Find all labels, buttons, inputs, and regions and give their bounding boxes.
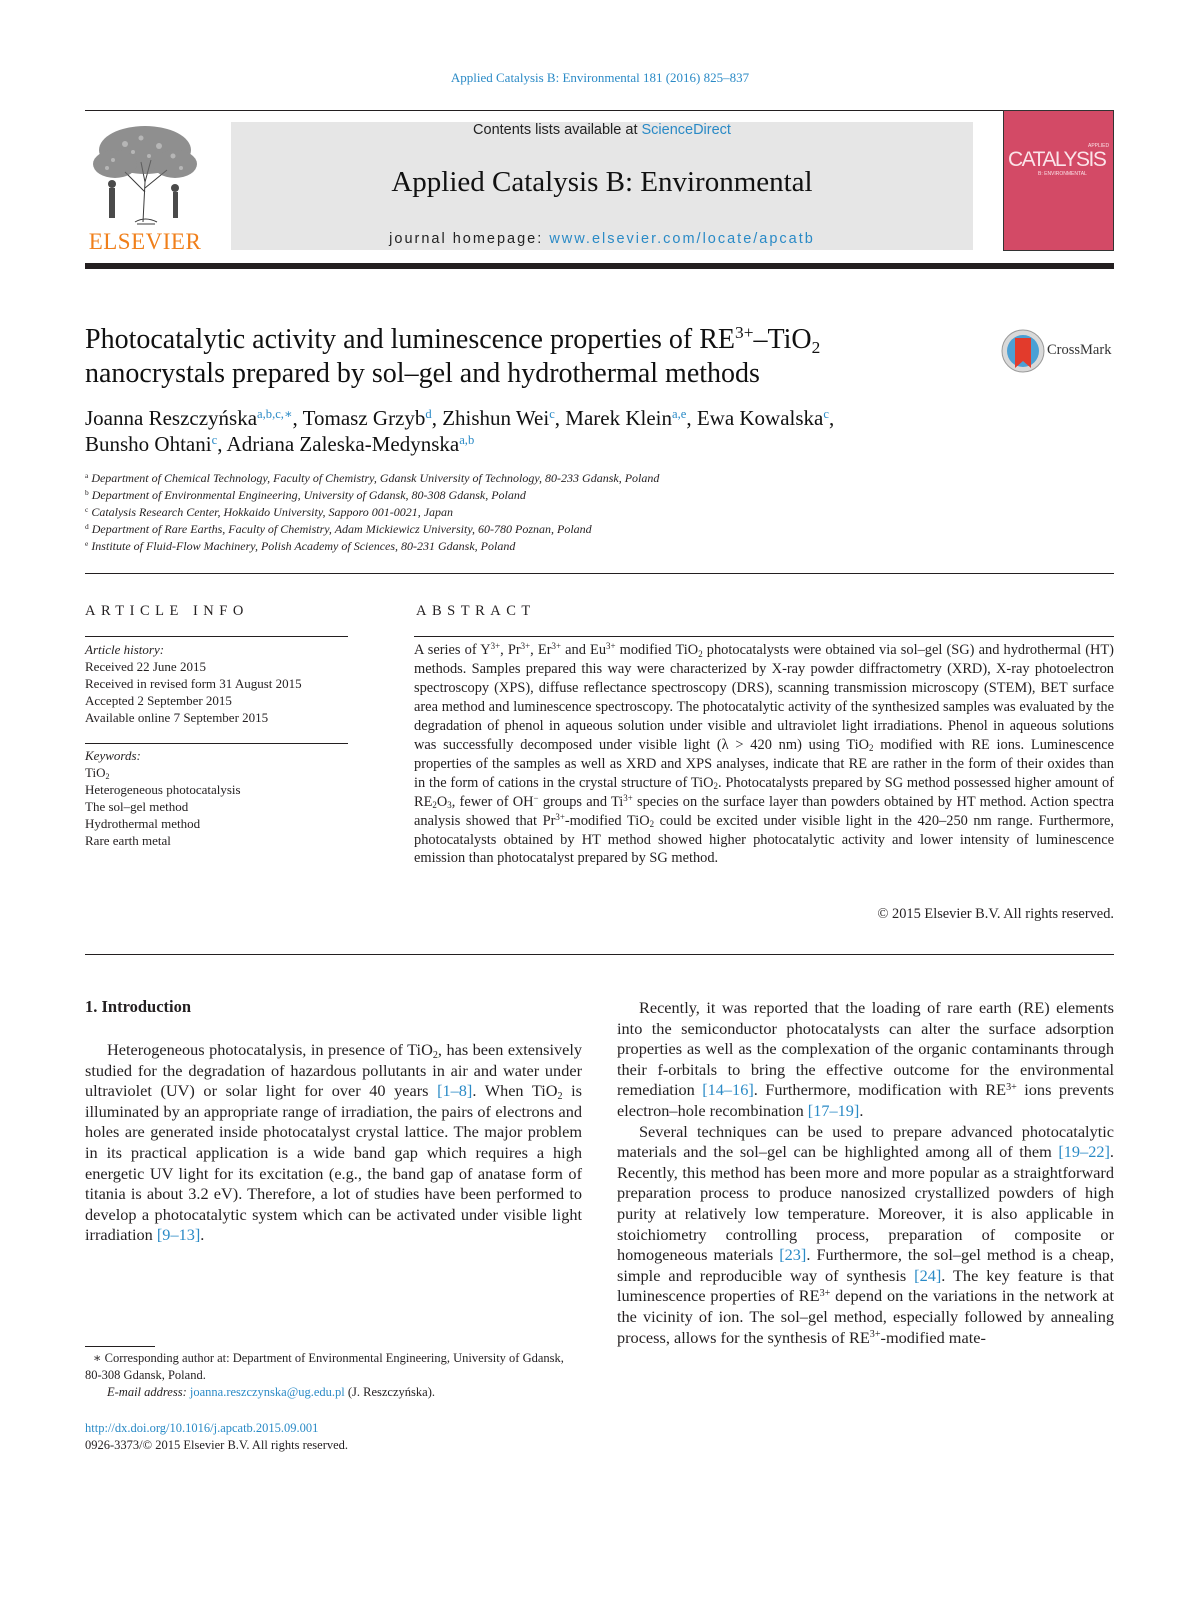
article-title — [85, 323, 965, 391]
corresponding-author-footnote — [85, 1350, 582, 1401]
citation-link[interactable]: [1–8] — [437, 1081, 473, 1101]
affiliation-keys[interactable]: c — [823, 407, 829, 422]
text-run: modified with RE ions. Luminescence properties of the samples as well as XRD and XPS analyses, indicate that RE are rather in the form of their oxides than in the form of cations in the crystal structure of TiO — [414, 736, 1115, 791]
email-label: E-mail address: — [107, 1385, 190, 1399]
keywords-label: Keywords: — [85, 748, 141, 763]
author-affiliation-marker[interactable] — [425, 407, 431, 421]
author-separator: , — [217, 432, 227, 456]
body-paragraph — [617, 998, 1114, 1122]
affiliation-key: a — [85, 470, 89, 480]
body-paragraph — [617, 1122, 1114, 1349]
affiliation-item — [85, 521, 1085, 538]
affiliation-item — [85, 504, 1085, 521]
text-run: ions prevents electron–hole recombination — [617, 1080, 1115, 1120]
author-affiliation-marker[interactable] — [212, 433, 218, 447]
superscript: 3+ — [1006, 1081, 1017, 1093]
text-run: . When TiO — [472, 1081, 558, 1101]
text-run: A series of Y — [414, 642, 491, 658]
homepage-link[interactable]: www.elsevier.com/locate/apcatb — [549, 231, 815, 247]
affiliation-list — [85, 470, 1085, 555]
text-run: . — [859, 1100, 864, 1120]
text-run: Several techniques can be used to prepare advanced photocatalytic materials and the sol–gel can be highlighted among all of them — [617, 1121, 1114, 1162]
cover-title: CATALYSIS — [1008, 148, 1106, 171]
citation-link[interactable]: [23] — [779, 1245, 807, 1265]
sciencedirect-link[interactable]: ScienceDirect — [641, 122, 731, 138]
subscript: 2 — [432, 1050, 438, 1062]
author-separator: , — [828, 406, 835, 430]
affiliation-keys[interactable]: c — [549, 407, 555, 422]
author-name: Zhishun Wei — [442, 406, 550, 430]
affiliation-text: Catalysis Research Center, Hokkaido University, Sapporo 001-0021, Japan — [91, 505, 454, 519]
section-heading-introduction: 1. Introduction — [85, 997, 192, 1016]
title-subscript: 2 — [811, 338, 821, 358]
history-item: Available online 7 September 2015 — [85, 710, 269, 725]
title-superscript: 3+ — [735, 323, 754, 343]
text-run: depend on the variations in the network at the vicinity of ion. The sol–gel method, especially followed by annealing process, allows for the synthesis of RE — [617, 1286, 1115, 1347]
cover-applied: APPLIED — [1088, 143, 1110, 149]
affiliation-text: Department of Chemical Technology, Faculty of Chemistry, Gdansk University of Technology, 80-233 Gdansk, Poland — [91, 471, 660, 485]
history-label: Article history: — [85, 642, 165, 657]
affiliation-item — [85, 487, 1085, 504]
text-run: . Recently, this method has been more and more popular as a straightforward preparation process to produce nanosized crystallized powders of high purity at relatively low temperature. Moreover, it is also applicable in stoichiometry controlling process, preparation of composite or homogeneous materials — [617, 1142, 1114, 1265]
subscript: 2 — [713, 781, 718, 792]
text-run: -modified TiO — [564, 812, 650, 829]
text-run: , Pr — [500, 642, 521, 658]
keyword-tio2-sub: 2 — [105, 772, 110, 782]
affiliation-item — [85, 470, 1085, 487]
subscript: 2 — [698, 648, 703, 659]
author-list — [85, 405, 1085, 457]
article-info-rule — [85, 636, 348, 637]
author-affiliation-marker[interactable] — [257, 407, 292, 421]
superscript: 3+ — [606, 641, 616, 652]
affiliation-keys[interactable]: d — [425, 407, 432, 422]
elsevier-wordmark: ELSEVIER — [88, 229, 202, 254]
keyword-item: Hydrothermal method — [85, 816, 201, 831]
citation-link[interactable]: [17–19] — [807, 1100, 860, 1120]
header-top-rule — [85, 110, 1114, 111]
intro-left-column — [85, 1040, 582, 1246]
citation-link[interactable]: [14–16] — [702, 1080, 754, 1100]
keyword-item: The sol–gel method — [85, 799, 189, 814]
subscript: 3 — [447, 800, 452, 811]
title-line1-part: Photocatalytic activity and luminescence properties of RE — [85, 324, 736, 355]
text-run: , Er — [530, 642, 552, 658]
text-run: . Photocatalysts prepared by SG method possessed higher amount of RE — [414, 774, 1115, 810]
author-affiliation-marker[interactable] — [672, 407, 686, 421]
author-separator: , — [554, 406, 566, 430]
footnote-rule — [85, 1346, 155, 1347]
author-name: Adriana Zaleska-Medynska — [226, 432, 460, 456]
text-run: , has been extensively studied for the degradation of hazardous pollutants in air and water under ultraviolet (UV) or solar light for over 40 years — [85, 1040, 583, 1101]
history-item: Accepted 2 September 2015 — [85, 693, 232, 708]
superscript: 3+ — [555, 811, 565, 822]
subscript: 2 — [649, 819, 655, 830]
article-info-heading: ARTICLE INFO — [85, 603, 249, 619]
text-run: O — [436, 793, 448, 810]
author-separator: , — [292, 406, 303, 430]
affiliation-key: c — [85, 504, 89, 514]
keyword-tio2-text: TiO — [85, 765, 106, 780]
keyword-list — [85, 781, 350, 849]
citation-link[interactable]: [19–22] — [1058, 1142, 1110, 1162]
corresponding-star[interactable]: ∗ — [283, 407, 293, 422]
subscript: 2 — [869, 743, 874, 754]
article-history — [85, 641, 350, 726]
subscript: 2 — [557, 1091, 563, 1103]
superscript: 3+ — [551, 641, 561, 652]
citation-link[interactable]: [24] — [914, 1265, 942, 1285]
text-run: , fewer of OH — [451, 793, 534, 810]
author-name: Tomasz Grzyb — [302, 406, 426, 430]
title-line1-part: –TiO — [753, 324, 812, 355]
history-item: Received in revised form 31 August 2015 — [85, 676, 302, 691]
superscript: 3+ — [623, 792, 633, 803]
author-name: Bunsho Ohtani — [85, 432, 212, 456]
keyword-item: Heterogeneous photocatalysis — [85, 782, 241, 797]
author-affiliation-marker[interactable] — [549, 407, 555, 421]
author-name: Ewa Kowalska — [696, 406, 824, 430]
affiliation-key: b — [85, 487, 89, 497]
text-run: Recently, it was reported that the loading of rare earth (RE) elements into the semiconductor photocatalysts can alter the surface adsorption properties as well as the complexation of the organic contaminants through their f-orbitals to bring the effective outcome for the environmental remediation — [617, 998, 1114, 1100]
abstract-text — [414, 641, 1114, 868]
email-link[interactable]: joanna.reszczynska@ug.edu.pl — [189, 1385, 345, 1399]
issn-line: 0926-3373/© 2015 Elsevier B.V. All rights reserved. — [85, 1438, 349, 1452]
text-run: . Furthermore, modification with RE — [753, 1080, 1007, 1100]
text-run: and Eu — [560, 642, 607, 658]
masthead-thick-rule — [85, 263, 1114, 269]
crossmark-icon — [1000, 328, 1046, 374]
email-suffix: (J. Reszczyńska). — [344, 1385, 435, 1399]
keyword-item: Rare earth metal — [85, 833, 171, 848]
journal-cover-thumbnail[interactable] — [1003, 110, 1114, 251]
doi-link[interactable]: http://dx.doi.org/10.1016/j.apcatb.2015.09.001 — [85, 1421, 319, 1435]
superscript: 3+ — [490, 641, 501, 652]
text-run: Heterogeneous photocatalysis, in presence of TiO — [107, 1040, 433, 1059]
superscript: − — [533, 792, 539, 803]
intro-right-column — [617, 998, 1114, 1348]
keywords-rule — [85, 743, 348, 744]
text-run: . — [200, 1225, 205, 1245]
author-separator: , — [431, 406, 443, 430]
text-run: . Furthermore, the sol–gel method is a cheap, simple and reproducible way of synthesis — [617, 1245, 1115, 1285]
text-run: groups and Ti — [538, 793, 624, 810]
author-affiliation-marker[interactable] — [823, 407, 829, 421]
text-run: photocatalysts were obtained via sol–gel (SG) and hydrothermal (HT) methods. Samples prepared this way were characterized by X-ray powder diffractometry (XRD), X-ray photoelectron spectroscopy (XPS), diffuse reflectance spectroscopy (DRS), scanning transmission microscopy (STEM), BET surface area method and luminescence spectroscopy. The photocatalytic activity of the synthesized samples was evaluated by the degradation of phenol in aqueous solution under visible and ultraviolet light irradiations. Phenol in aqueous solutions was successfully decomposed under visible light (λ > 420 nm) using TiO — [414, 642, 1114, 753]
homepage-prefix: journal homepage: — [389, 231, 550, 247]
text-run: is illuminated by an appropriate range of irradiation, the pairs of electrons and holes are generated inside photocatalyst crystal lattice. The major problem in its practical application is a wide band gap which requires a high energetic UV light for its excitation (e.g., the band gap of anatase form of titania is about 3.2 eV). Therefore, a lot of studies have been performed to develop a photocatalytic system which can be activated under visible light irradiation — [85, 1081, 582, 1245]
history-list — [85, 658, 350, 726]
author-separator: , — [686, 406, 697, 430]
contents-prefix: Contents lists available at — [473, 122, 642, 138]
superscript: 3+ — [819, 1287, 831, 1299]
abstract-bottom-rule — [85, 954, 1114, 955]
affiliation-keys[interactable]: a,e — [672, 407, 687, 422]
author-name: Marek Klein — [565, 406, 672, 430]
citation-link[interactable]: [9–13] — [156, 1225, 201, 1245]
contents-line — [231, 122, 973, 138]
title-line2: nanocrystals prepared by sol–gel and hydrothermal methods — [85, 358, 760, 389]
affiliation-keys[interactable]: c — [211, 433, 218, 448]
abstract-heading: ABSTRACT — [416, 603, 536, 619]
crossmark-label: CrossMark — [1047, 342, 1112, 358]
history-item: Received 22 June 2015 — [85, 659, 206, 674]
affiliation-key: e — [85, 538, 89, 548]
keyword-tio2 — [85, 764, 350, 781]
affiliation-text: Department of Environmental Engineering, University of Gdansk, 80-308 Gdansk, Poland — [91, 488, 526, 502]
affiliation-keys[interactable]: a,b — [459, 433, 475, 448]
footnote-star: ∗ — [93, 1351, 102, 1365]
affiliation-key: d — [85, 521, 89, 531]
body-paragraph — [85, 1040, 582, 1246]
author-affiliation-marker[interactable] — [459, 433, 474, 447]
affiliation-text: Institute of Fluid-Flow Machinery, Polish Academy of Sciences, 80-231 Gdansk, Poland — [91, 539, 516, 553]
affiliations-rule — [85, 573, 1114, 574]
author-name: Joanna Reszczyńska — [85, 406, 258, 430]
subscript: 2 — [432, 800, 437, 811]
abstract-rule — [414, 636, 1114, 637]
journal-title: Applied Catalysis B: Environmental — [391, 166, 813, 198]
text-run: could be excited under visible light in the 420–250 nm range. Furthermore, photocatalysts obtained by HT method showed higher photocatalytic activity and lower intensity of luminescence emission than photocatalyst prepared by SG method. — [414, 812, 1115, 867]
cover-subtitle: B: ENVIRONMENTAL — [1038, 171, 1087, 177]
superscript: 3+ — [869, 1328, 881, 1340]
footnote-corresponding: Corresponding author at: Department of Environmental Engineering, University of Gdansk, 80-308 Gdansk, Poland. — [85, 1351, 564, 1382]
text-run: modified TiO — [615, 642, 699, 658]
abstract-copyright: © 2015 Elsevier B.V. All rights reserved. — [877, 906, 1114, 922]
journal-reference[interactable]: Applied Catalysis B: Environmental 181 (2016) 825–837 — [450, 70, 750, 85]
text-run: species on the surface layer than powders obtained by HT method. Action spectra analysis showed that Pr — [414, 793, 1114, 829]
homepage-line — [231, 231, 973, 247]
keywords — [85, 747, 350, 849]
doi-block — [85, 1420, 348, 1454]
text-run: -modified mate- — [880, 1327, 986, 1347]
text-run: . The key feature is that luminescence properties of RE — [617, 1265, 1114, 1306]
superscript: 3+ — [520, 641, 531, 652]
affiliation-text: Department of Rare Earths, Faculty of Chemistry, Adam Mickiewicz University, 60-780 Poznan, Poland — [91, 522, 592, 536]
affiliation-keys[interactable]: a,b,c, — [257, 407, 284, 422]
affiliation-item — [85, 538, 1085, 555]
